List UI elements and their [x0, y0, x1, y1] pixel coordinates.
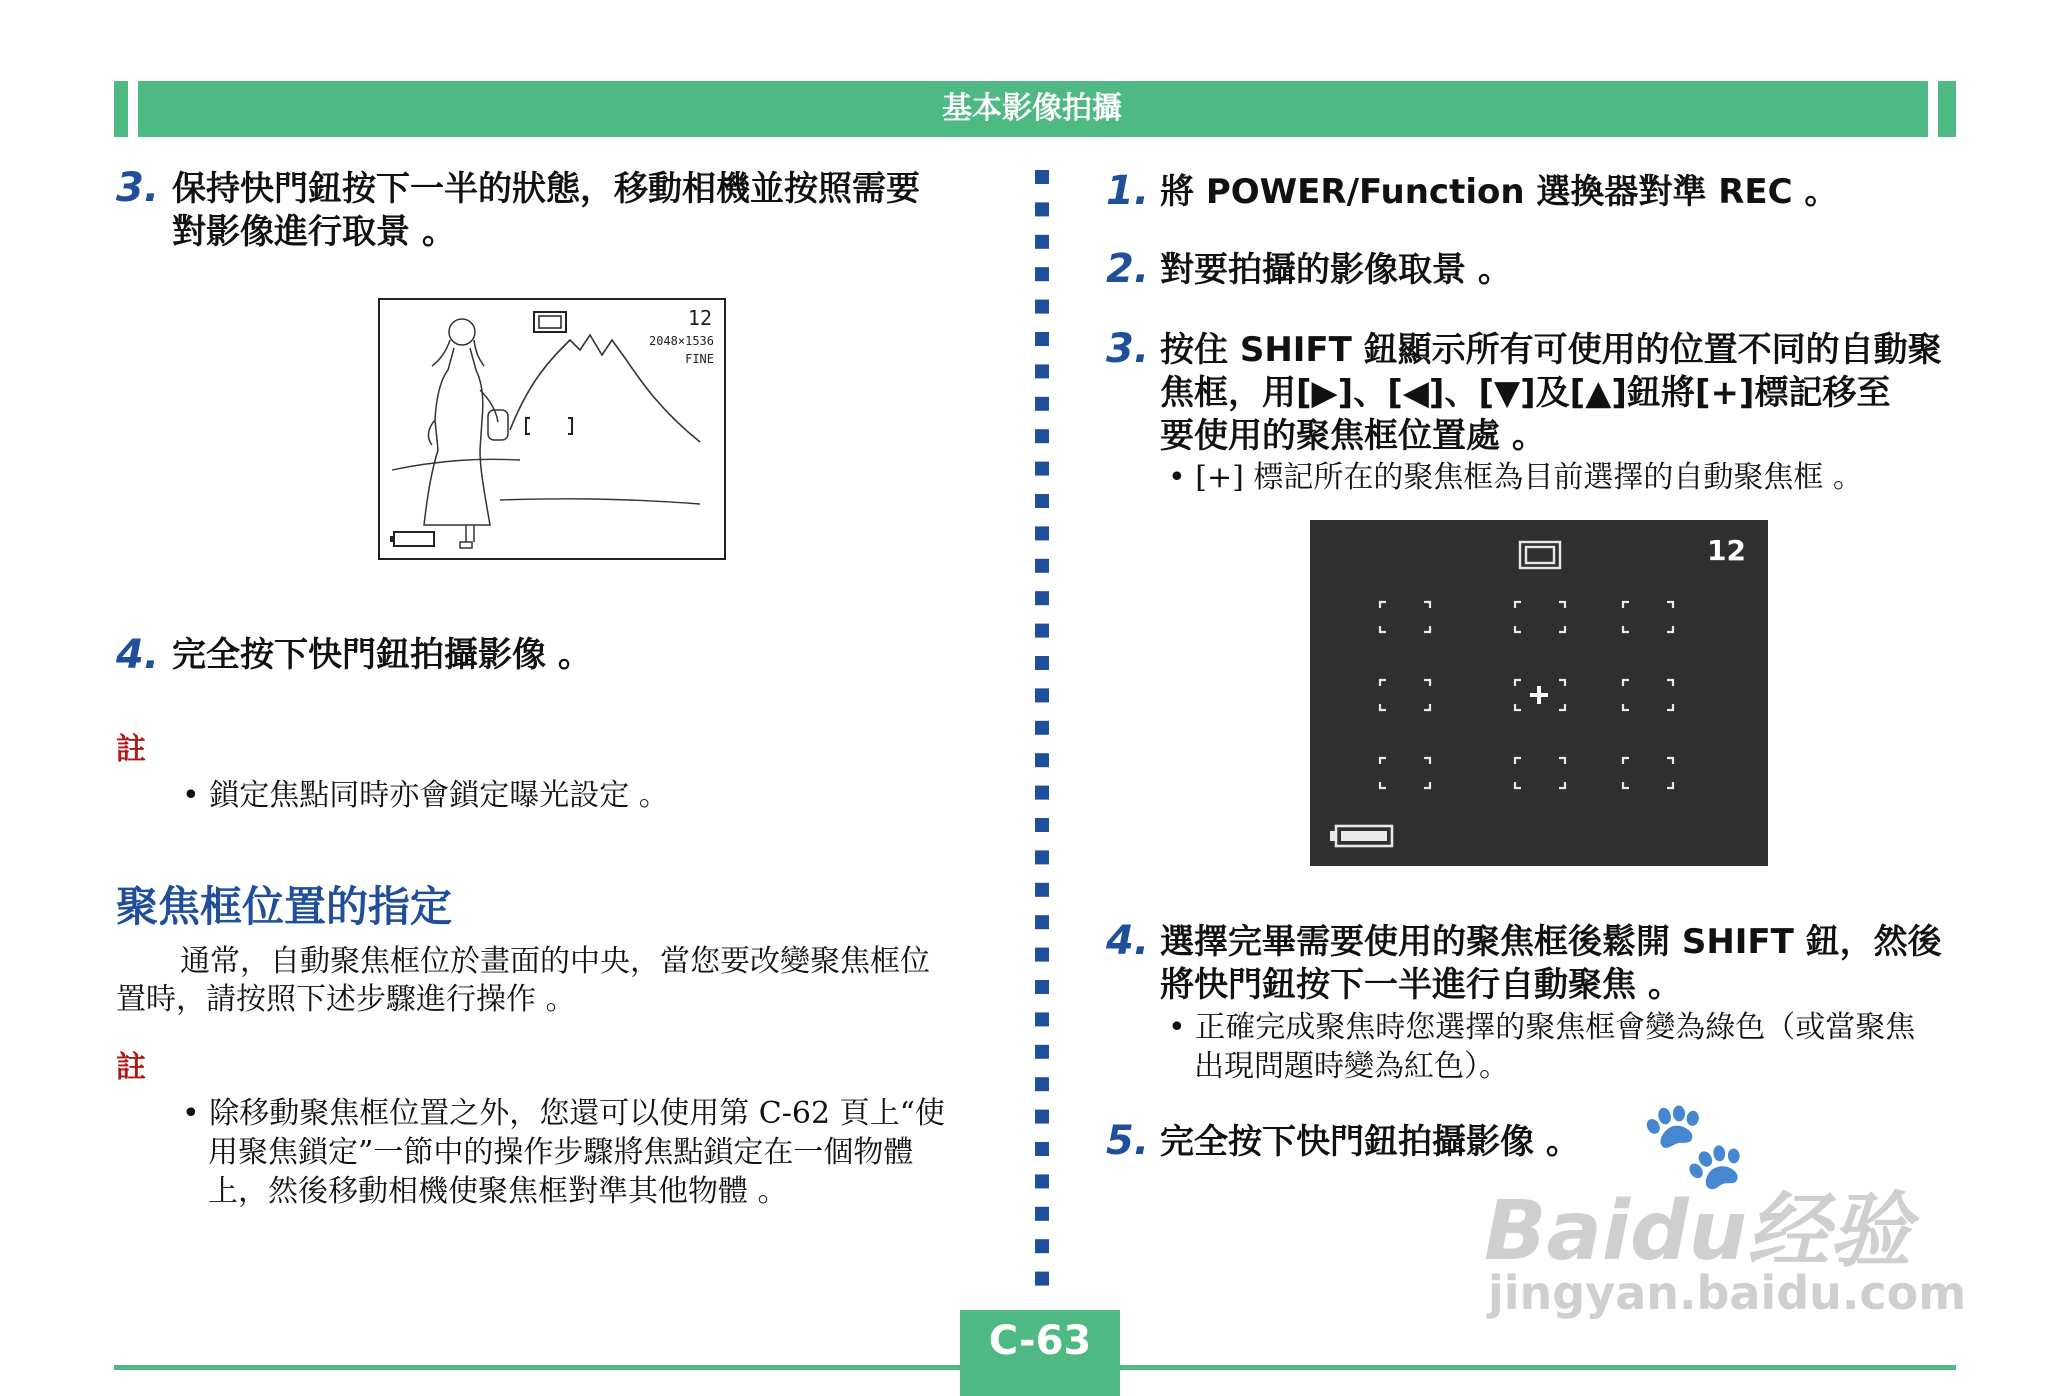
watermark-url: jingyan.baidu.com [1488, 1266, 1967, 1320]
divider-dash [1035, 883, 1049, 897]
divider-dash [1035, 818, 1049, 832]
divider-dash [1035, 753, 1049, 767]
right-step4-bullet-text1: 正確完成聚焦時您選擇的聚焦框會變為綠色（或當聚焦 [1195, 1010, 1916, 1045]
page-number: C-63 [988, 1318, 1092, 1364]
right-step3-number: 3. [1106, 326, 1150, 372]
section-para-line2: 置時，請按照下述步驟進行操作 。 [116, 982, 576, 1017]
note2-bullet-line3: 上，然後移動相機使聚焦框對準其他物體 。 [208, 1174, 788, 1209]
person-figure [424, 319, 508, 548]
divider-dash [1035, 332, 1049, 346]
right-step3-bullet: • [+] 標記所在的聚焦框為目前選擇的自動聚焦框 。 [1168, 460, 1863, 495]
note1-bullet: • 鎖定焦點同時亦會鎖定曝光設定 。 [182, 778, 669, 813]
mountain-outline [510, 335, 700, 442]
right-step1-number: 1. [1106, 168, 1150, 214]
watermark-brand: Baidu经验 [1484, 1184, 1912, 1279]
section-title: 聚焦框位置的指定 [116, 882, 453, 931]
af-frame-grid [1310, 520, 1768, 866]
divider-dash [1035, 1045, 1049, 1059]
divider-dash [1035, 980, 1049, 994]
divider-dash [1035, 915, 1049, 929]
watermark-paw-icon: 🐾 [1640, 1095, 1748, 1195]
section-para-line1: 通常，自動聚焦框位於畫面的中央，當您要改變聚焦框位 [180, 944, 930, 979]
af-frame-bracket [1623, 602, 1673, 632]
right-step5-text: 完全按下快門鈕拍攝影像 。 [1160, 1122, 1580, 1162]
divider-dash [1035, 494, 1049, 508]
note1-label: 註 [116, 732, 146, 767]
af-frame-bracket [1515, 758, 1565, 788]
quality-label: FINE [685, 352, 714, 366]
divider-dash [1035, 1239, 1049, 1253]
viewfinder-illustration [378, 298, 726, 560]
right-step2-text: 對要拍攝的影像取景 。 [1160, 250, 1512, 290]
right-step2-number: 2. [1106, 246, 1150, 292]
focus-frame [526, 418, 572, 434]
divider-dash [1035, 948, 1049, 962]
divider-dash [1035, 1012, 1049, 1026]
note2-bullet-line2: 用聚焦鎖定”一節中的操作步驟將焦點鎖定在一個物體 [208, 1135, 914, 1170]
divider-dash [1035, 1207, 1049, 1221]
divider-dash [1035, 688, 1049, 702]
af-frame-bracket [1380, 758, 1430, 788]
divider-dash [1035, 850, 1049, 864]
right-step4-bullet-line2: 出現問題時變為紅色）。 [1194, 1049, 1509, 1084]
divider-dash [1035, 624, 1049, 638]
note2-label: 註 [116, 1050, 146, 1085]
right-step4-number: 4. [1106, 918, 1150, 964]
divider-dash [1035, 397, 1049, 411]
plus-marker [1530, 686, 1548, 704]
right-step5-number: 5. [1106, 1118, 1150, 1164]
left-step4-text: 完全按下快門鈕拍攝影像 。 [172, 635, 592, 675]
shot-count: 12 [687, 306, 712, 330]
header-title: 基本影像拍攝 [942, 91, 1122, 126]
divider-dash [1035, 656, 1049, 670]
divider-dash [1035, 1110, 1049, 1124]
right-step1-text: 將 POWER/Function 選換器對準 REC 。 [1160, 172, 1839, 212]
right-step3-line2: 焦框，用[▶]、[◀]、[▼]及[▲]鈕將[+]標記移至 [1160, 373, 1891, 413]
divider-dash [1035, 462, 1049, 476]
divider-dash [1035, 1174, 1049, 1188]
left-step4-number: 4. [116, 632, 160, 678]
note2-bullet-line1: • 除移動聚焦框位置之外，您還可以使用第 C-62 頁上“使 [182, 1096, 945, 1131]
divider-dash [1035, 526, 1049, 540]
left-step3-line1: 保持快門鈕按下一半的狀態，移動相機並按照需要 [172, 169, 920, 209]
left-step3-line2: 對影像進行取景 。 [172, 212, 456, 252]
divider-dash [1035, 429, 1049, 443]
divider-dash [1035, 1272, 1049, 1286]
divider-dash [1035, 721, 1049, 735]
divider-dash [1035, 202, 1049, 216]
af-frame-bracket [1515, 602, 1565, 632]
resolution-label: 2048×1536 [648, 334, 714, 348]
shot-count: 12 [1707, 534, 1746, 567]
left-step3-number: 3. [116, 165, 160, 211]
note2-bullet-text1: 除移動聚焦框位置之外，您還可以使用第 C-62 頁上“使 [209, 1096, 945, 1131]
af-frame-bracket [1380, 602, 1430, 632]
divider-dash [1035, 1077, 1049, 1091]
divider-dash [1035, 786, 1049, 800]
divider-dash [1035, 591, 1049, 605]
af-frame-bracket [1380, 680, 1430, 710]
right-step3-line3: 要使用的聚焦框位置處 。 [1160, 416, 1546, 456]
right-step4-line1: 選擇完畢需要使用的聚焦框後鬆開 SHIFT 鈕，然後 [1160, 922, 1942, 962]
right-step3-line1: 按住 SHIFT 鈕顯示所有可使用的位置不同的自動聚 [1160, 330, 1942, 370]
divider-dash [1035, 170, 1049, 184]
right-step4-bullet-line1: • 正確完成聚焦時您選擇的聚焦框會變為綠色（或當聚焦 [1168, 1010, 1916, 1045]
right-step4-line2: 將快門鈕按下一半進行自動聚焦 。 [1160, 965, 1682, 1005]
divider-dash [1035, 364, 1049, 378]
af-frame-bracket [1623, 758, 1673, 788]
divider-dash [1035, 559, 1049, 573]
divider-dash [1035, 267, 1049, 281]
battery-icon [394, 532, 434, 546]
note1-bullet-text: 鎖定焦點同時亦會鎖定曝光設定 。 [209, 778, 669, 813]
af-frame-bracket [1623, 680, 1673, 710]
right-step3-bullet-text: [+] 標記所在的聚焦框為目前選擇的自動聚焦框 。 [1195, 460, 1863, 495]
divider-dash [1035, 1142, 1049, 1156]
column-divider [1034, 170, 1050, 1290]
af-frame-screen [1310, 520, 1768, 866]
divider-dash [1035, 235, 1049, 249]
divider-dash [1035, 300, 1049, 314]
